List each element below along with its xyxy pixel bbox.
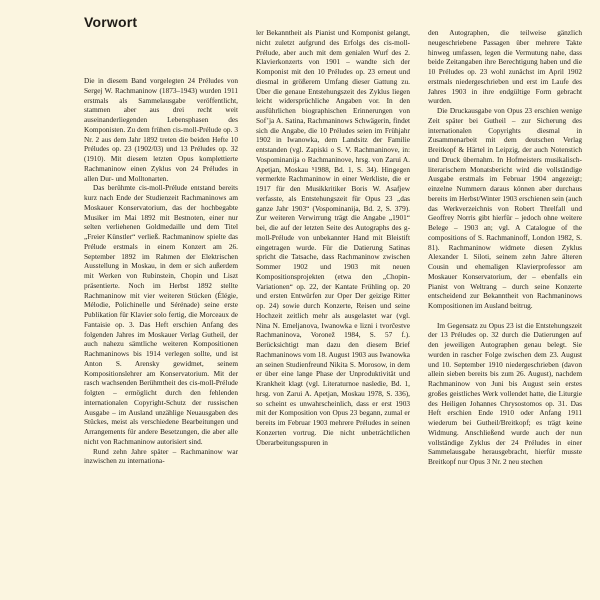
text-columns: [84, 28, 584, 600]
paragraph: Die Druckausgabe von Opus 23 erschien wenige Zeit später bei Gutheil – zur Sicherung des internationalen Copyrights diesmal in Zusammenarbeit mit dem deutschen Verlag Breitkopf & Härtel in Leipzig, der auch Notenstich und Druck übernahm. In Hofmeisters musikalisch-literarischem Monatsbericht wird die vollständige Ausgabe erstmals im Februar 1904 angezeigt; einzelne Nummern daraus können aber durchaus bereits im Herbst/Winter 1903 erschienen sein (auch das Werkverzeichnis von Robert Threlfall und Geoffrey Norris gibt hierfür – jedoch ohne weitere Belege – 1903 an; vgl. A Catalogue of the compositions of S. Rachmaninoff, London 1982, S. 81). Rachmaninow widmete diesen Zyklus Alexander I. Siloti, seinem zehn Jahre älteren Cousin und ehemaligen Klavierprofessor am Moskauer Konservatorium, der – ebenfalls ein Pianist von Weltrang – durch seine Konzerte entscheidend zur Bekanntheit von Rachmaninows Kompositionen im Ausland beitrug.: [428, 106, 582, 310]
column-2: [256, 28, 410, 600]
paragraph: den Autographen, die teilweise gänzlich neugeschriebene Passagen über mehrere Takte hinweg umfassen, legen die Vermutung nahe, dass beide Zeitangaben ihre Berechtigung haben und die 10 Préludes op. 23 wohl zunächst im April 1902 erstmals niedergeschrieben und erst im Laufe des Jahres 1903 in ihre endgültige Form gebracht wurden.: [428, 28, 582, 106]
paragraph: ler Bekanntheit als Pianist und Komponist gelangt, nicht zuletzt aufgrund des Erfolgs des cis-moll-Prélude, aber auch mit dem genialen Wurf des 2. Klavierkonzerts von 1901 – wandte sich der Komponist mit den 10 Préludes op. 23 erneut und diesmal in größerem Umfang dieser Gattung zu. Über die genaue Entstehungszeit des Zyklus liegen leicht widersprüchliche Angaben vor. In den ausführlichen biographischen Erinnerungen von Sof’ja A. Satina, Rachmaninows Schwägerin, findet sich die Angabe, die 10 Préludes seien im Frühjahr 1902 in Iwanowka, dem Landsitz der Familie entstanden (vgl. Zapiski o S. V. Rachmaninove, in: Vospominanija o Rachmaninove, hrsg. von Zarui A. Apetjan, Moskau ⁵1988, Bd. 1, S. 34). Hingegen vermerkte Rachmaninow in einer Werkliste, die er 1917 für den Musikkritiker Boris W. Asafjew verfasste, als Entstehungszeit für Opus 23 „das ganze Jahr 1903“ (Vospominanija, Bd. 2, S. 379). Zur weiteren Verwirrung trägt die Angabe „1901“ bei, die auf der letzten Seite des Autographs des g-moll-Prélude von unbekannter Hand mit Bleistift eingetragen wurde. Für die Datierung Satinas spricht die Tatsache, dass Rachmaninow zwischen Sommer 1902 und 1903 mit neuen Kompositionsprojekten (etwa den „Chopin-Variationen“ op. 22, der Kantate Frühling op. 20 und ersten Entwürfen zur Oper Der geizige Ritter op. 24) sowie durch Konzerte, Reisen und seine Hochzeit zeitlich mehr als ausgelastet war (vgl. Nina N. Emeljanova, Iwanowka e lizni i tvorčestve Rachmaninova, Voronež 1984, S. 57 f.). Berücksichtigt man dazu den diesem Brief Rachmaninows vom 18. August 1903 aus Iwanowka an seinen Studienfreund Nikita S. Morosow, in dem er über eine lange Phase der Unproduktivität und Krankheit klagt (vgl. Literaturnoe nasledie, Bd. 1, hrsg. von Zarui A. Apetjan, Moskau 1978, S. 336), so scheint es unwahrscheinlich, dass er erst 1903 mit der Komposition von Opus 23 begann, zumal er bereits im Februar 1903 mehrere Préludes in seinen Konzerten vortrug. Die nicht unbeträchtlichen Überarbeitungsspuren in: [256, 28, 410, 447]
paragraph: Rund zehn Jahre später – Rachmaninow war inzwischen zu internationa-: [84, 446, 238, 466]
paragraph: Die in diesem Band vorgelegten 24 Préludes von Sergej W. Rachmaninow (1873–1943) wurden 1911 erstmals als Sammelausgabe veröffentlicht, stammen aber aus drei recht weit auseinanderliegenden Lebensphasen des Komponisten. Zu dem frühen cis-moll-Prélude op. 3 Nr. 2 aus dem Jahr 1892 treten die beiden Hefte 10 Préludes op. 23 (1902/03) und 13 Préludes op. 32 (1910). Mit diesem letzten Opus komplettierte Rachmaninow einen Zyklus von 24 Préludes in allen Dur- und Molltonarten.: [84, 76, 238, 183]
column-1: [84, 28, 238, 600]
page-title: Vorwort: [84, 14, 138, 30]
column-3: [428, 28, 582, 600]
paragraph: Das berühmte cis-moll-Prélude entstand bereits kurz nach Ende der Studienzeit Rachmaninows am Moskauer Konservatorium, das der hochbegabte Musiker im Mai 1892 mit Bestnoten, einer nur selten verliehenen Goldmedaille und dem Titel „Freier Künstler“ verließ. Rachmaninow spielte das Prélude erstmals in einem Konzert am 26. September 1892 im Rahmen der Elektrischen Ausstellung in Moskau, in dem er sich außerdem mit Werken von Rubinstein, Chopin und Liszt präsentierte. Noch im Herbst 1892 stellte Rachmaninow mit vier weiteren Stücken (Élégie, Mélodie, Polichinelle und Sérénade) seine erste Publikation für Klavier solo fertig, die Morceaux de Fantaisie op. 3. Das Heft erschien Anfang des folgenden Jahres im Moskauer Verlag Gutheil, der auch nahezu sämtliche weiteren Kompositionen Rachmaninows bis 1914 verlegen sollte, und ist Anton S. Arensky gewidmet, seinem Kompositionslehrer am Konservatorium. Mit der rasch wachsenden Berühmtheit des cis-moll-Prélude folgten – ermöglicht durch den fehlenden internationalen Copyright-Schutz der russischen Ausgabe – im Ausland unzählige Neuausgaben des Stückes, meist als verschiedene Bearbeitungen und Arrangements für andere Besetzungen, die aber alle nicht von Rachmaninow autorisiert sind.: [84, 183, 238, 446]
paragraph: Im Gegensatz zu Opus 23 ist die Entstehungszeit der 13 Préludes op. 32 durch die Datierungen auf den jeweiligen Autographen genau belegt. Sie wurden in rascher Folge zwischen dem 23. August und 10. September 1910 niedergeschrieben (davon allein sieben bereits bis zum 26. August), nachdem Rachmaninow von Juni bis August sein erstes großes geistliches Werk vollendet hatte, die Liturgie des Heiligen Johannes Chrysostomos op. 31. Das Heft erschien Ende 1910 oder Anfang 1911 wiederum bei Gutheil/Breitkopf; es trägt keine Widmung. Anschließend wurde auch der nun vollständige Zyklus der 24 Préludes in einer Sammelausgabe herausgebracht, hierfür musste Breitkopf nur Opus 3 Nr. 2 neu stechen: [428, 320, 582, 466]
